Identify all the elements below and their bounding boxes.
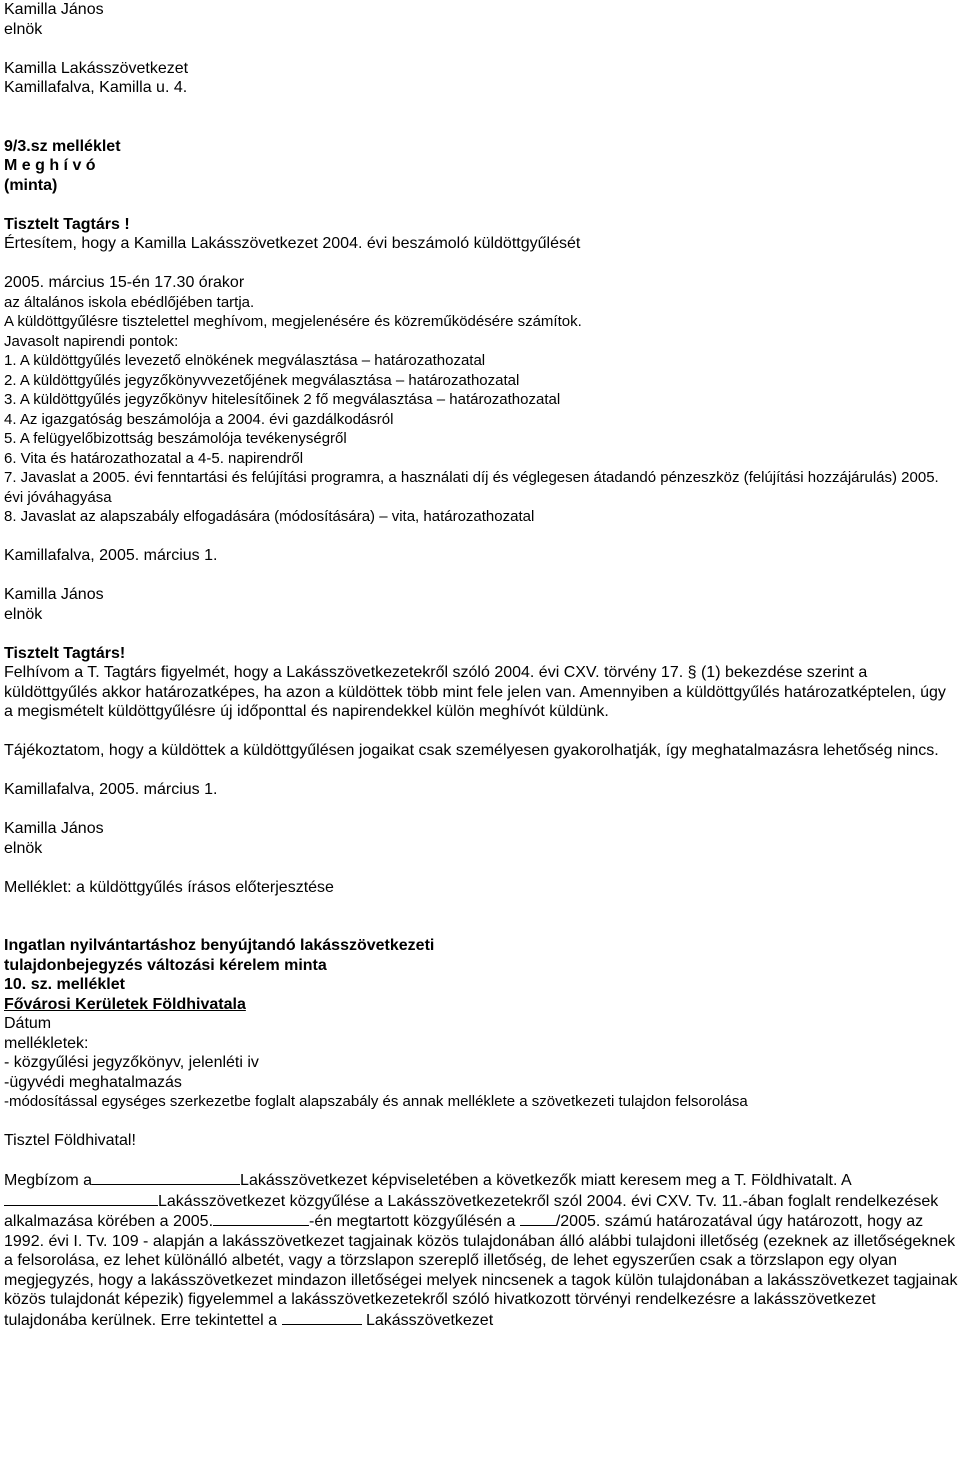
blank-field-cooperative-name <box>282 1310 362 1325</box>
agenda-item: 3. A küldöttgyűlés jegyzőkönyv hitelesítőinek 2 fő megválasztása – határozathozatal <box>4 391 561 408</box>
request-body-text: Lakásszövetkezet közgyűlése a Lakásszövetkezetekről szól 2004. évi CXV. Tv. 11.-ában foglalt <box>158 1192 831 1210</box>
request-annex-label: 10. sz. melléklet <box>4 976 125 993</box>
agenda-item: 6. Vita és határozathozatal a 4-5. napirendről <box>4 449 304 467</box>
agenda-title: Javasolt napirendi pontok: <box>4 332 179 350</box>
agenda-item: 4. Az igazgatóság beszámolója a 2004. évi gazdálkodásról <box>4 410 394 428</box>
invite-place-date: Kamillafalva, 2005. március 1. <box>4 547 218 564</box>
request-attachment-item: - közgyűlési jegyzőkönyv, jelenléti iv <box>4 1054 259 1071</box>
agenda-item: 7. Javaslat a 2005. évi fenntartási és felújítási programra, a használati díj és véglegesen átadandó pénzeszköz (felújítási hozzájárulás) 2005. évi jóváhagyása <box>4 469 939 506</box>
invite-signature-name: Kamilla János <box>4 586 104 603</box>
invite-date-time: 2005. március 15-én 17.30 órakor <box>4 274 245 291</box>
sender-address: Kamillafalva, Kamilla u. 4. <box>4 79 188 96</box>
sender-organization: Kamilla Lakásszövetkezet <box>4 59 189 77</box>
notice-paragraph-proxy: Tájékoztatom, hogy a küldöttek a küldöttgyűlésen jogaikat csak személyesen gyakorolhatják, így meghatalmazásra lehetőség nincs. <box>4 742 939 759</box>
request-body-text: Lakásszövetkezet <box>365 1311 494 1329</box>
document-page <box>4 0 958 1330</box>
request-body-text: Megbízom a <box>4 1172 93 1189</box>
request-body-text: /2005. számú határozatával úgy <box>555 1213 783 1230</box>
request-body-text: -én megtartott közgyűlésén a <box>309 1213 516 1230</box>
request-heading-cont: tulajdonbejegyzés változási kérelem minta <box>4 956 327 974</box>
request-body-text: Lakásszövetkezet képviseletében a következők miatt keresem meg a T. Földhivatalt. A <box>240 1172 851 1189</box>
request-salutation: Tisztel Földhivatal! <box>4 1132 136 1149</box>
invite-subtitle: (minta) <box>4 176 58 194</box>
sender-role: elnök <box>4 20 43 38</box>
notice-paragraph-quorum: Felhívom a T. Tagtárs figyelmét, hogy a Lakásszövetkezetekről szóló 2004. évi CXV. törvény 17. § (1) bekezdése szerint a küldöttgyűlés akkor határozatképes, ha azon a küldöttek több mint fele jelen van. Amennyiben a küldöttgyűlés határozatképtelen, úgy a megismételt küldöttgyűlésre új időponttal és napirendekkel külön meghívót küldünk. <box>4 664 946 720</box>
agenda-item: 2. A küldöttgyűlés jegyzőkönyvvezetőjének megválasztása – határozathozatal <box>4 371 520 389</box>
invite-title: M e g h í v ó <box>4 157 96 174</box>
invite-signature-role: elnök <box>4 605 43 623</box>
request-heading: Ingatlan nyilvántartáshoz benyújtandó lakásszövetkezeti <box>4 937 435 954</box>
request-body-text: határozott, hogy az 1992. évi I. Tv. 109 - alapján a lakásszövetkezet tagjainak közös tulajdonában álló alábbi tulajdoni illetőség (ezeknek az illetőségeknek a felsorolása, ez lehet különálló albetét, vagy a törzslapon szereplő illetőség, de lehet egyszerűen csak a törzslapon egy olyan megjegyzés, hogy a lakásszövetkezet mindazon illetőségei melyek nincsenek a tagok külön tulajdonában a lakásszövetkezet tagjainak közös tulajdonát képezik) figyelemmel a lakásszövetkezetekről szóló hivatkozott törvényi rendelkezésre a lakásszövetkezet tulajdonába kerülnek. Erre tekintettel a <box>4 1213 958 1329</box>
blank-field-cooperative <box>4 1191 158 1206</box>
blank-field-principal <box>92 1170 240 1185</box>
notice-signature-role: elnök <box>4 839 43 857</box>
request-office: Fővárosi Kerületek Földhivatala <box>4 995 246 1013</box>
notice-attachment: Melléklet: a küldöttgyűlés írásos előterjesztése <box>4 878 334 896</box>
notice-signature-name: Kamilla János <box>4 820 104 837</box>
agenda-item: 8. Javaslat az alapszabály elfogadására (módosítására) – vita, határozathozatal <box>4 508 535 525</box>
invite-location: az általános iskola ebédlőjében tartja. <box>4 293 255 311</box>
invite-greeting: Tisztelt Tagtárs ! <box>4 215 130 233</box>
request-body <box>4 1170 958 1330</box>
invite-line: A küldöttgyűlésre tisztelettel meghívom, megjelenésére és közreműködésére számítok. <box>4 313 582 330</box>
blank-field-meeting-date <box>213 1211 309 1226</box>
invite-intro: Értesítem, hogy a Kamilla Lakásszövetkezet 2004. évi beszámoló küldöttgyűlését <box>4 235 581 252</box>
sender-name: Kamilla János <box>4 1 104 18</box>
request-body-text: rendelkezések alkalmazása körében a 2005. <box>4 1192 939 1230</box>
request-attachment-item: -módosítással egységes szerkezetbe foglalt alapszabály és annak melléklete a szövetkezeti tulajdon felsorolása <box>4 1093 748 1110</box>
notice-greeting: Tisztelt Tagtárs! <box>4 644 126 662</box>
agenda-item: 1. A küldöttgyűlés levezető elnökének megválasztása – határozathozatal <box>4 352 486 369</box>
agenda-item: 5. A felügyelőbizottság beszámolója tevékenységről <box>4 430 347 447</box>
request-attachment-item: -ügyvédi meghatalmazás <box>4 1073 182 1091</box>
notice-place-date: Kamillafalva, 2005. március 1. <box>4 781 218 798</box>
request-date-label: Dátum <box>4 1015 52 1032</box>
request-attachments-label: mellékletek: <box>4 1034 89 1052</box>
blank-field-resolution-number <box>520 1211 556 1226</box>
invite-annex-label: 9/3.sz melléklet <box>4 137 121 155</box>
